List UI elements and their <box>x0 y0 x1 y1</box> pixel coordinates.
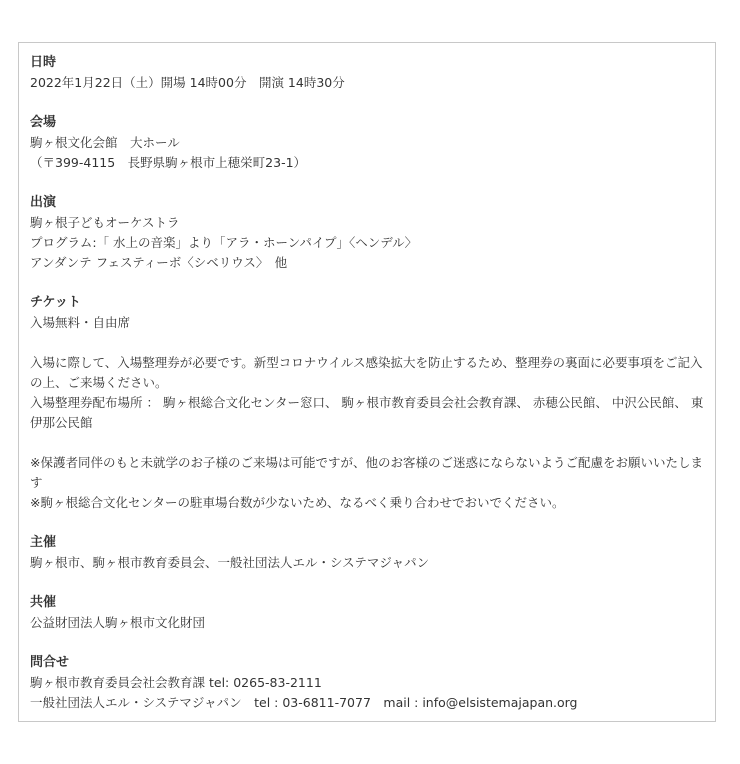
section-heading-venue: 会場 <box>30 115 57 130</box>
co-organizer-name: 公益財団法人駒ヶ根市文化財団 <box>30 615 206 630</box>
organizer-list: 駒ヶ根市、駒ヶ根市教育委員会、一般社団法人エル・システマジャパン <box>30 555 430 570</box>
contact-el-sistema-japan: 一般社団法人エル・システマジャパン tel : 03-6811-7077 mail : info@elsistemajapan.org <box>30 695 578 710</box>
admission-ticket-notice: 入場に際して、入場整理券が必要です。新型コロナウイルス感染拡大を防止するため、整理券の裏面に必要事項をご記入の上、ご来場ください。 <box>30 355 703 390</box>
caution-parking: ※駒ヶ根総合文化センターの駐車場台数が少ないため、なるべく乗り合わせでおいでください。 <box>30 495 565 510</box>
performer-name: 駒ヶ根子どもオーケストラ <box>30 215 180 230</box>
ticket-distribution-locations: 入場整理券配布場所 ： 駒ヶ根総合文化センター窓口、 駒ヶ根市教育委員会社会教育課、 赤穂公民館、 中沢公民館、 東伊那公民館 <box>30 395 704 430</box>
datetime-text: 2022年1月22日（土）開場 14時00分 開演 14時30分 <box>30 75 345 90</box>
contact-education-office: 駒ヶ根市教育委員会社会教育課 tel: 0265-83-2111 <box>30 675 322 690</box>
venue-name: 駒ヶ根文化会館 大ホール <box>30 135 180 150</box>
section-co-organizer <box>30 593 705 633</box>
ticket-info: 入場無料・自由席 <box>30 315 131 330</box>
section-datetime <box>30 53 705 93</box>
venue-address: （〒399-4115 長野県駒ヶ根市上穂栄町23-1） <box>30 155 307 170</box>
program-item-2: アンダンテ フェスティーボ〈シベリウス〉 他 <box>30 255 288 270</box>
section-heading-ticket: チケット <box>30 295 81 310</box>
event-info-box <box>18 42 716 722</box>
section-cautions <box>30 453 705 513</box>
section-heading-co-organizer: 共催 <box>30 595 57 610</box>
program-item-1: プログラム:「 水上の音楽」より「アラ・ホーンパイプ」〈ヘンデル〉 <box>30 235 418 250</box>
section-performers <box>30 193 705 273</box>
section-heading-contact: 問合せ <box>30 655 70 670</box>
section-heading-performers: 出演 <box>30 195 57 210</box>
section-heading-datetime: 日時 <box>30 55 57 70</box>
section-ticket <box>30 293 705 333</box>
section-contact <box>30 653 705 713</box>
section-organizer <box>30 533 705 573</box>
section-admission-notes <box>30 353 705 433</box>
caution-preschool-children: ※保護者同伴のもと未就学のお子様のご来場は可能ですが、他のお客様のご迷惑にならないようご配慮をお願いいたします <box>30 455 703 490</box>
section-venue <box>30 113 705 173</box>
section-heading-organizer: 主催 <box>30 535 57 550</box>
